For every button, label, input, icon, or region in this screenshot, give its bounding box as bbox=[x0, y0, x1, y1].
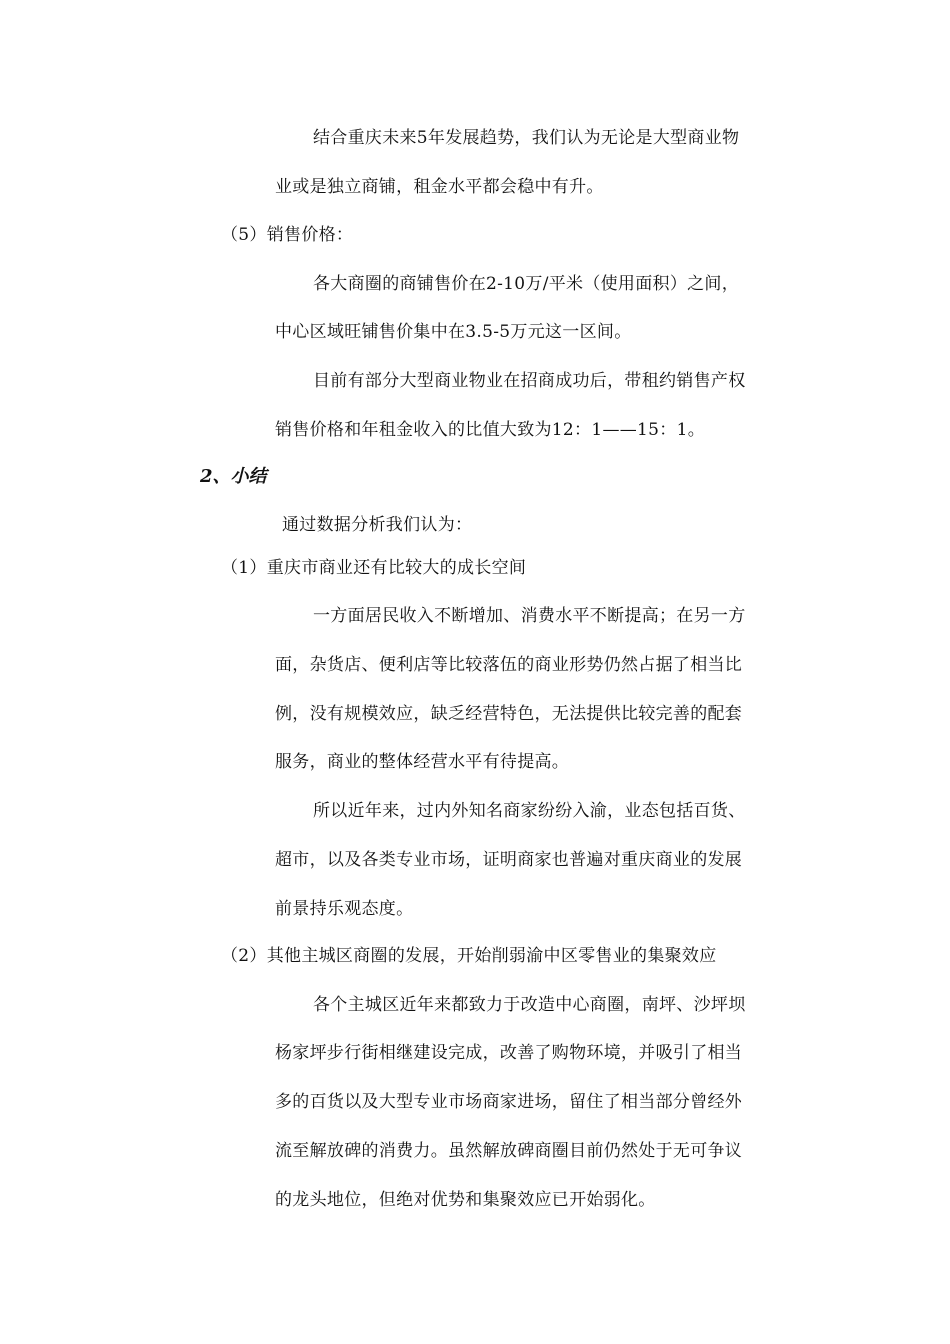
text-line: 一方面居民收入不断增加、消费水平不断提高；在另一方 bbox=[313, 606, 746, 626]
text-line: 多的百货以及大型专业市场商家进场，留住了相当部分曾经外 bbox=[275, 1092, 743, 1112]
text-line: 前景持乐观态度。 bbox=[275, 899, 414, 919]
subsection-title: （1）重庆市商业还有比较大的成长空间 bbox=[221, 558, 527, 578]
subsection-title: （5）销售价格： bbox=[221, 225, 354, 245]
text-line: 销售价格和年租金收入的比值大致为12：1——15：1。 bbox=[275, 420, 705, 440]
text-line: 所以近年来，过内外知名商家纷纷入渝，业态包括百货、 bbox=[313, 801, 746, 821]
text-line: 结合重庆未来5年发展趋势，我们认为无论是大型商业物 bbox=[313, 128, 740, 148]
text-line: 的龙头地位，但绝对优势和集聚效应已开始弱化。 bbox=[275, 1190, 656, 1210]
subsection-title: （2）其他主城区商圈的发展，开始削弱渝中区零售业的集聚效应 bbox=[221, 946, 717, 966]
text-line: 面，杂货店、便利店等比较落伍的商业形势仍然占据了相当比 bbox=[275, 655, 743, 675]
text-line: 中心区域旺铺售价集中在3.5-5万元这一区间。 bbox=[275, 322, 632, 342]
text-line: 各个主城区近年来都致力于改造中心商圈，南坪、沙坪坝 bbox=[313, 995, 746, 1015]
text-line: 服务，商业的整体经营水平有待提高。 bbox=[275, 752, 570, 772]
section-heading: 2、小结 bbox=[200, 466, 267, 487]
text-line: 流至解放碑的消费力。虽然解放碑商圈目前仍然处于无可争议 bbox=[275, 1141, 743, 1161]
text-line: 例，没有规模效应，缺乏经营特色，无法提供比较完善的配套 bbox=[275, 704, 743, 724]
text-line: 各大商圈的商铺售价在2-10万/平米（使用面积）之间， bbox=[313, 274, 740, 294]
text-line: 通过数据分析我们认为： bbox=[282, 515, 473, 535]
text-line: 杨家坪步行街相继建设完成，改善了购物环境，并吸引了相当 bbox=[275, 1043, 743, 1063]
text-line: 目前有部分大型商业物业在招商成功后，带租约销售产权 bbox=[313, 371, 746, 391]
text-line: 超市，以及各类专业市场，证明商家也普遍对重庆商业的发展 bbox=[275, 850, 743, 870]
text-line: 业或是独立商铺，租金水平都会稳中有升。 bbox=[275, 177, 604, 197]
